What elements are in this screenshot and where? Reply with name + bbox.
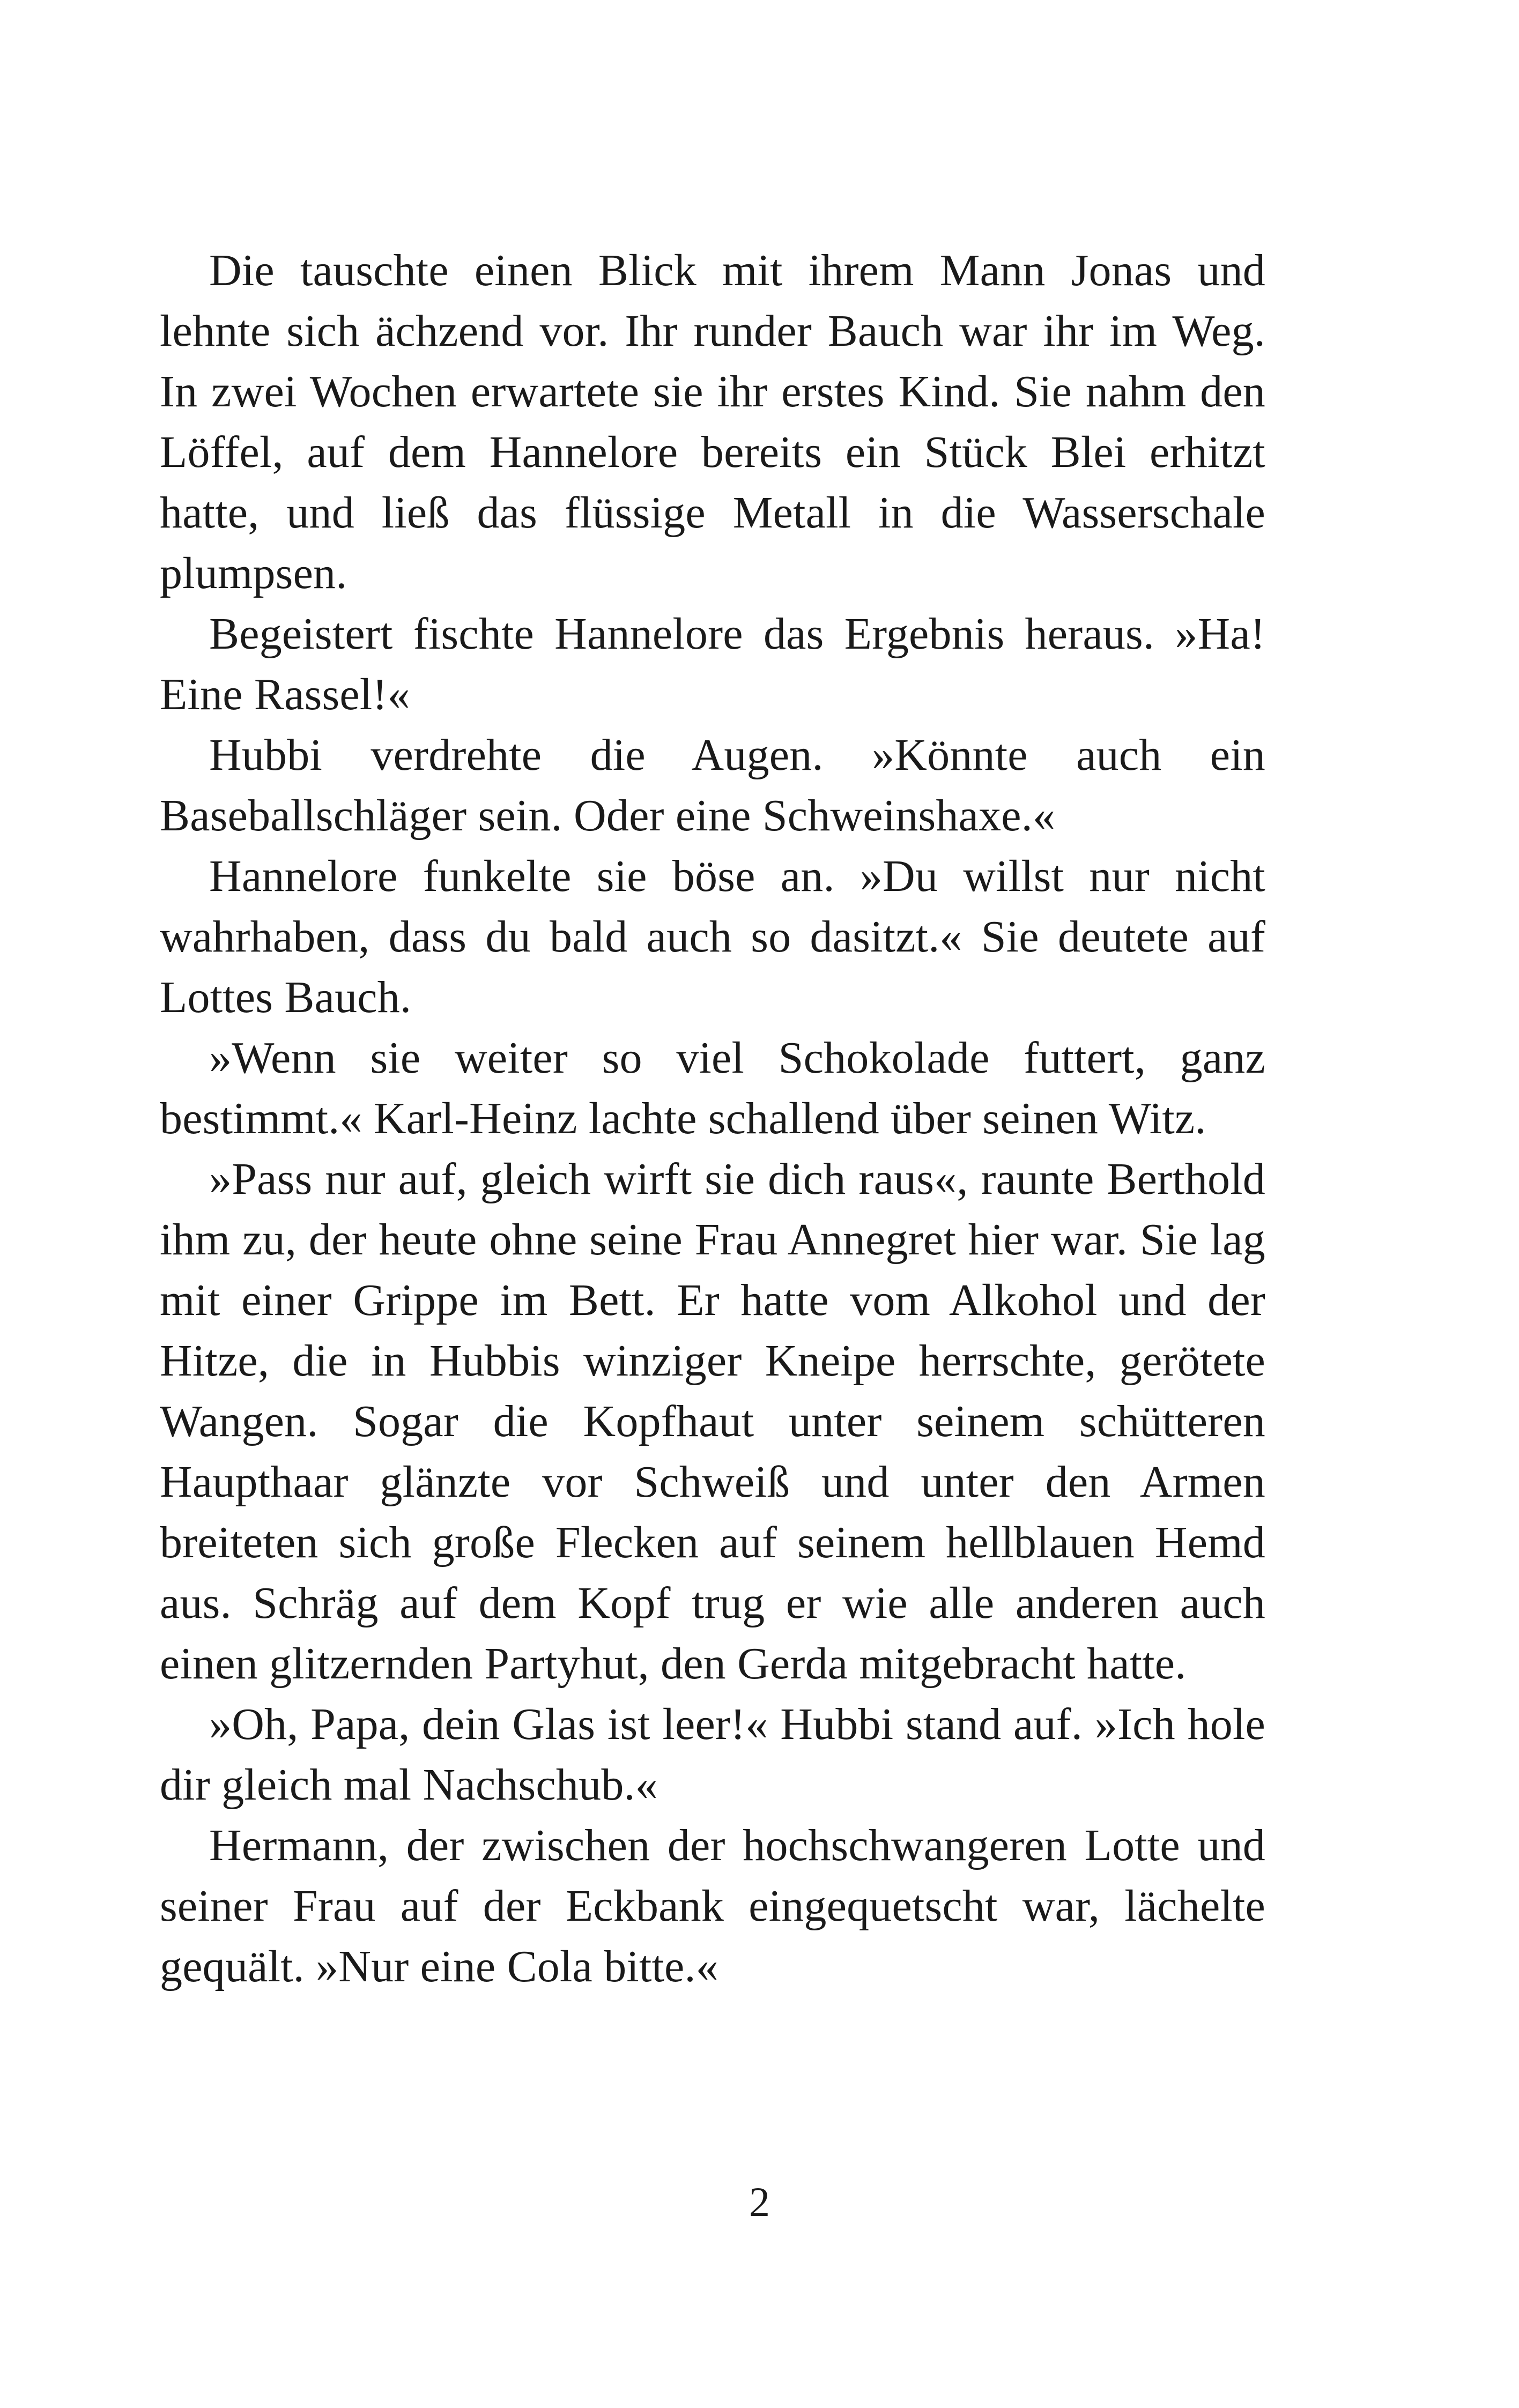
paragraph: Die tauschte einen Blick mit ihrem Mann Jonas und lehnte sich ächzend vor. Ihr runder Bauch war ihr im Weg. In zwei Wochen erwartete sie ihr erstes Kind. Sie nahm den Löffel, auf dem Hannelore bereits ein Stück Blei erhitzt hatte, und ließ das flüssige Metall in die Wasserschale plumpsen. [160,246,1265,598]
paragraph: »Oh, Papa, dein Glas ist leer!« Hubbi stand auf. »Ich hole dir gleich mal Nachschub.« [160,1699,1265,1810]
page-number: 2 [749,2179,770,2225]
paragraph: Hannelore funkelte sie böse an. »Du willst nur nicht wahrhaben, dass du bald auch so dasitzt.« Sie deutete auf Lottes Bauch. [160,851,1265,1022]
paragraph: »Pass nur auf, gleich wirft sie dich raus«, raunte Berthold ihm zu, der heute ohne seine Frau Annegret hier war. Sie lag mit einer Grippe im Bett. Er hatte vom Alkohol und der Hitze, die in Hubbis winziger Kneipe herrschte, gerötete Wangen. Sogar die Kopfhaut unter seinem schütteren Haupthaar glänzte vor Schweiß und unter den Armen breiteten sich große Flecken auf seinem hellblauen Hemd aus. Schräg auf dem Kopf trug er wie alle anderen auch einen glitzernden Partyhut, den Gerda mitgebracht hatte. [160,1154,1265,1689]
paragraph: Hubbi verdrehte die Augen. »Könnte auch ein Baseballschläger sein. Oder eine Schweinshaxe.« [160,730,1265,841]
body-text [160,240,1265,1997]
paragraph: »Wenn sie weiter so viel Schokolade futtert, ganz bestimmt.« Karl-Heinz lachte schallend über seinen Witz. [160,1033,1265,1143]
paragraph: Begeistert fischte Hannelore das Ergebnis heraus. »Ha! Eine Rassel!« [160,609,1265,719]
paragraph: Hermann, der zwischen der hochschwangeren Lotte und seiner Frau auf der Eckbank eingequetscht war, lächelte gequält. »Nur eine Cola bitte.« [160,1820,1265,1991]
